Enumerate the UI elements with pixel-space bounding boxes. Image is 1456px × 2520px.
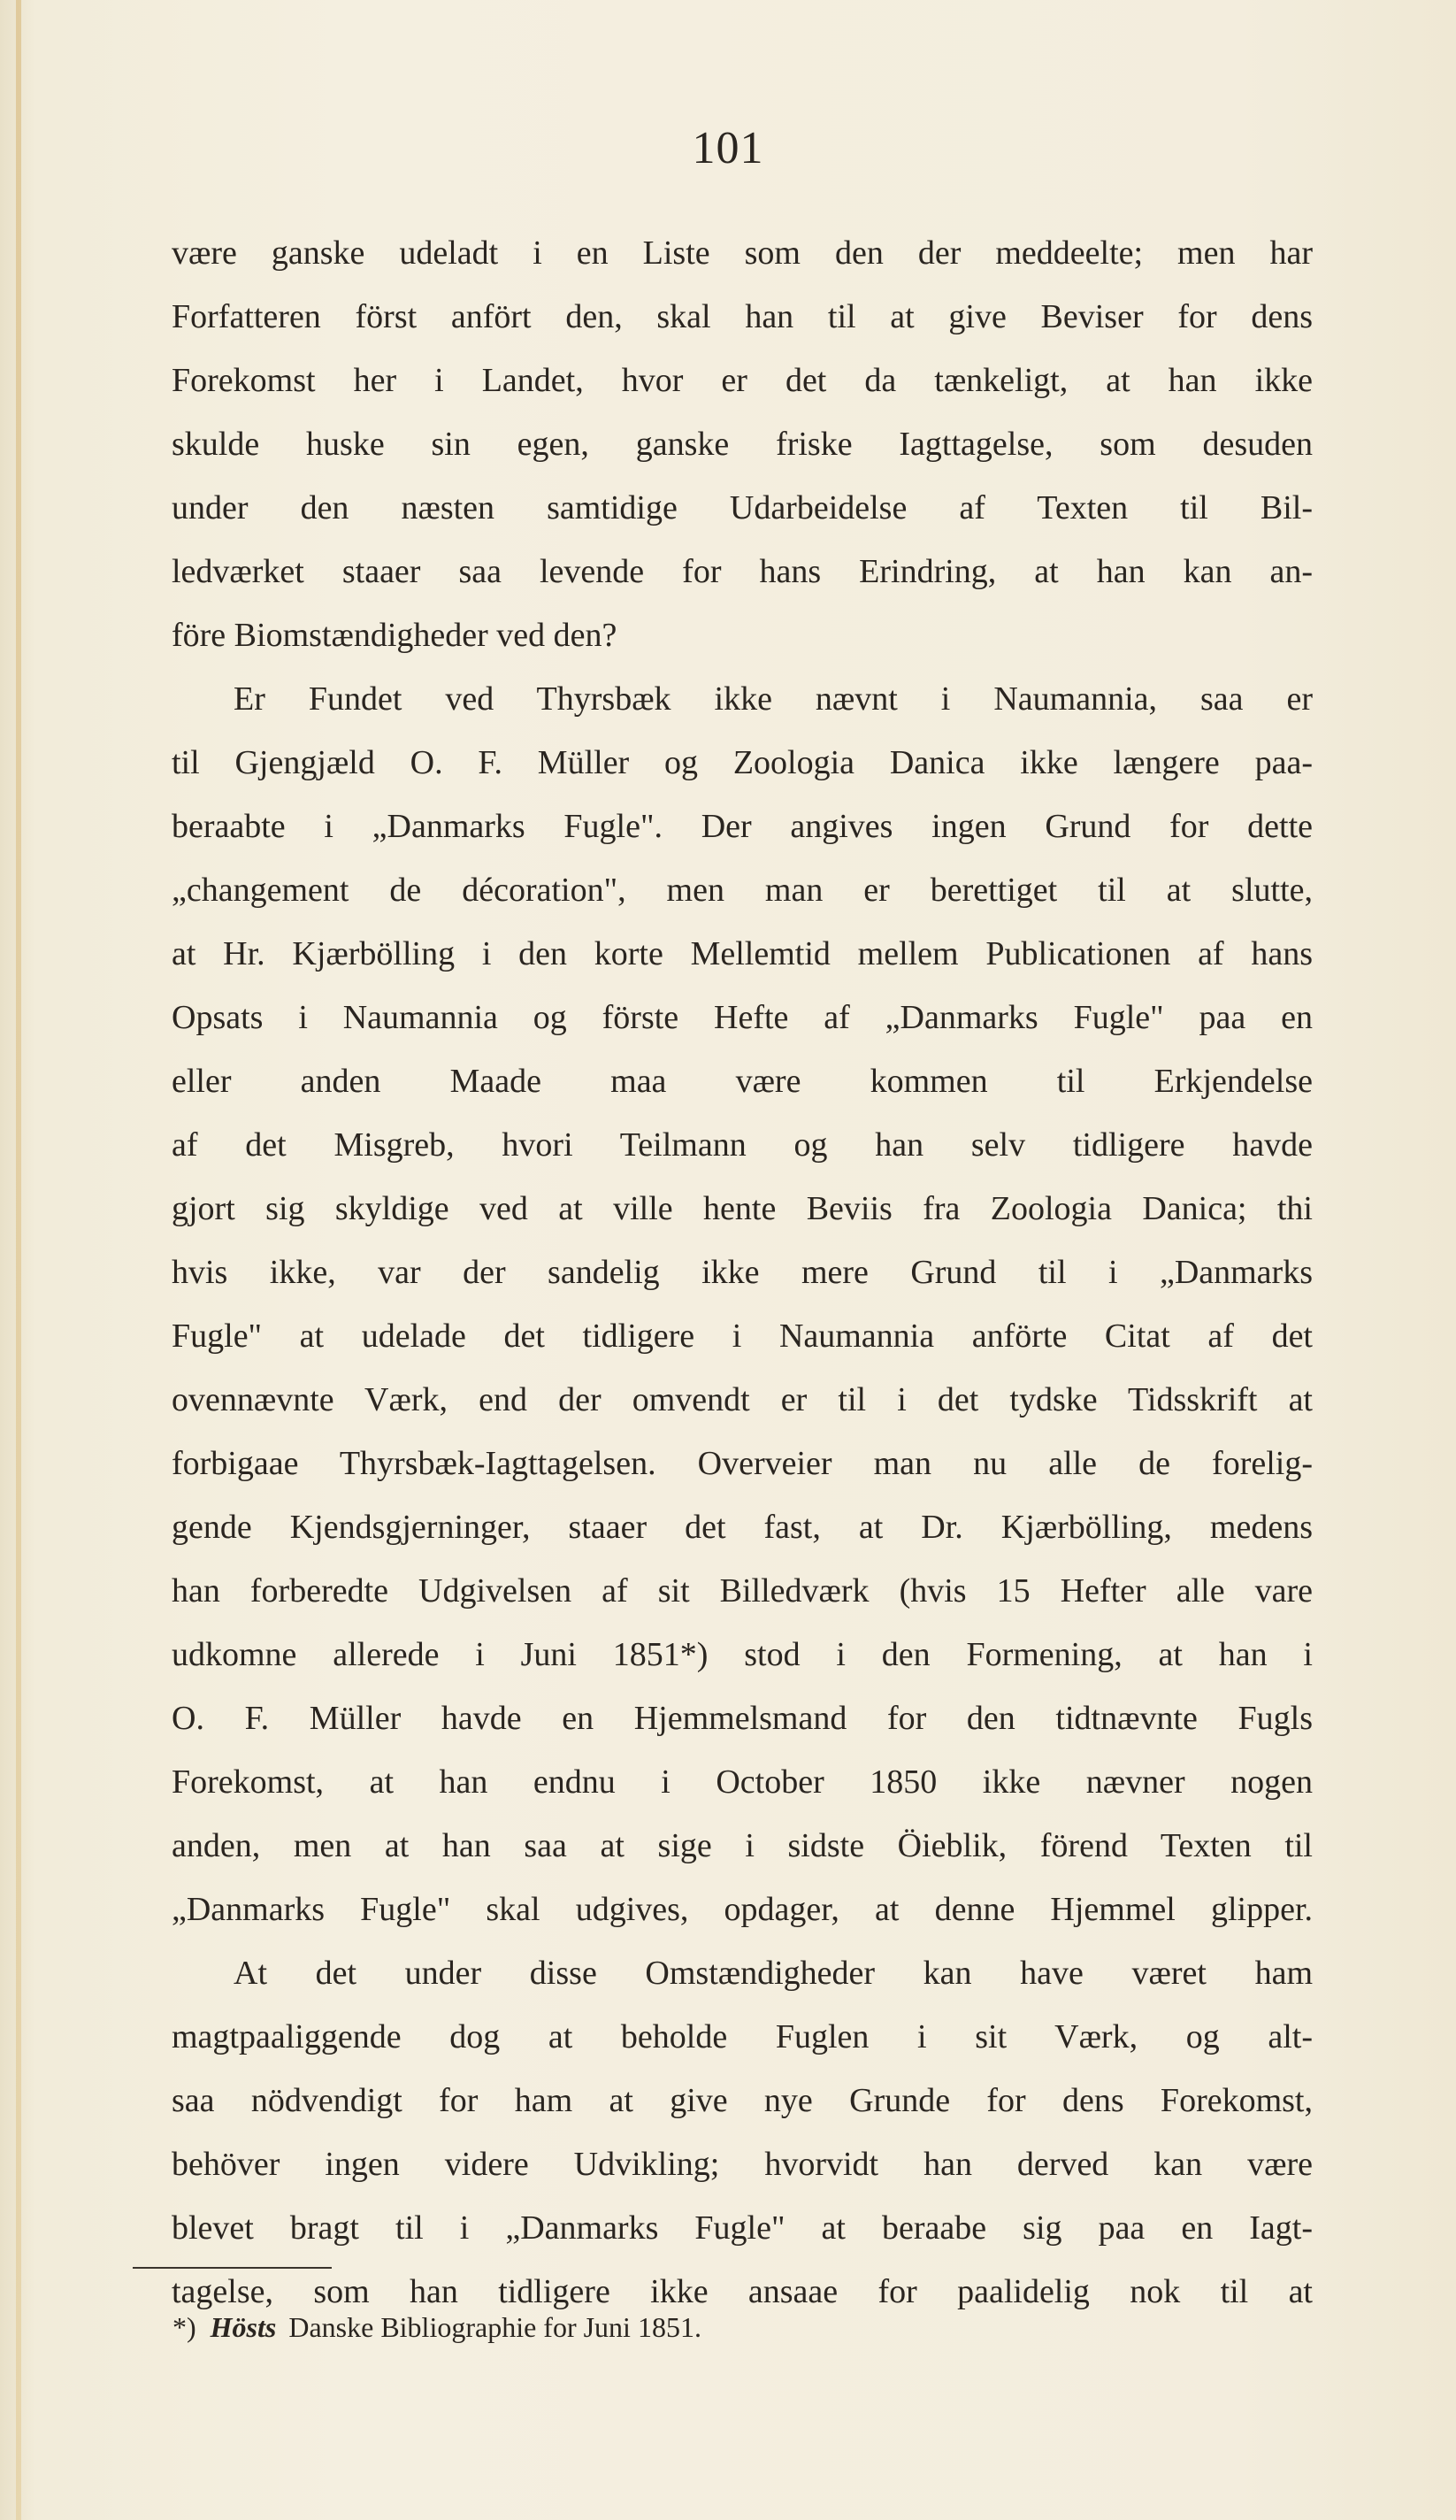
text-line: udkomne allerede i Juni 1851*) stod i den Formening, at han i — [172, 1636, 1313, 1673]
text-line: tagelse, som han tidligere ikke ansaae for paalidelig nok til at — [172, 2273, 1313, 2310]
text-line: „Danmarks Fugle" skal udgives, opdager, at denne Hjemmel glipper. — [172, 1891, 1313, 1928]
text-line: anden, men at han saa at sige i sidste Öieblik, förend Texten til — [172, 1827, 1313, 1864]
text-line: Forekomst, at han endnu i October 1850 ikke nævner nogen — [172, 1763, 1313, 1801]
footnote-text: Danske Bibliographie for Juni 1851. — [288, 2311, 701, 2343]
text-line: eller anden Maade maa være kommen til Erkjendelse — [172, 1063, 1313, 1100]
text-line: Fugle" at udelade det tidligere i Naumannia anförte Citat af det — [172, 1318, 1313, 1355]
text-line: være ganske udeladt i en Liste som den der meddeelte; men har — [172, 234, 1313, 272]
text-line: han forberedte Udgivelsen af sit Billedværk (hvis 15 Hefter alle vare — [172, 1572, 1313, 1610]
text-line: O. F. Müller havde en Hjemmelsmand for den tidtnævnte Fugls — [172, 1700, 1313, 1737]
text-line: före Biomstændigheder ved den? — [172, 617, 617, 654]
footnote-mark: *) — [172, 2311, 196, 2343]
body-text — [172, 221, 1313, 2324]
text-line: ledværket staaer saa levende for hans Erindring, at han kan an- — [172, 553, 1313, 590]
text-line: At det under disse Omstændigheder kan have været ham — [234, 1955, 1313, 1992]
text-line: Opsats i Naumannia og förste Hefte af „Danmarks Fugle" paa en — [172, 999, 1313, 1036]
text-line: skulde huske sin egen, ganske friske Iagttagelse, som desuden — [172, 426, 1313, 463]
text-line: gende Kjendsgjerninger, staaer det fast, at Dr. Kjærbölling, medens — [172, 1509, 1313, 1546]
footnote — [172, 2308, 701, 2347]
page-gutter-stain — [16, 0, 21, 2520]
text-line: under den næsten samtidige Udarbeidelse af Texten til Bil- — [172, 489, 1313, 526]
text-line: magtpaaliggende dog at beholde Fuglen i sit Værk, og alt- — [172, 2018, 1313, 2055]
footnote-author: Hösts — [210, 2311, 277, 2343]
text-line: forbigaae Thyrsbæk-Iagttagelsen. Overveier man nu alle de forelig- — [172, 1445, 1313, 1482]
text-line: Er Fundet ved Thyrsbæk ikke nævnt i Naumannia, saa er — [234, 680, 1313, 718]
text-line: til Gjengjæld O. F. Müller og Zoologia Danica ikke længere paa- — [172, 744, 1313, 781]
text-line: Forfatteren först anfört den, skal han til at give Beviser for dens — [172, 298, 1313, 335]
text-line: gjort sig skyldige ved at ville hente Beviis fra Zoologia Danica; thi — [172, 1190, 1313, 1227]
text-line: saa nödvendigt for ham at give nye Grunde for dens Forekomst, — [172, 2082, 1313, 2119]
text-line: blevet bragt til i „Danmarks Fugle" at beraabe sig paa en Iagt- — [172, 2209, 1313, 2247]
page-number: 101 — [692, 123, 764, 173]
text-line: af det Misgreb, hvori Teilmann og han selv tidligere havde — [172, 1126, 1313, 1164]
text-line: at Hr. Kjærbölling i den korte Mellemtid mellem Publicationen af hans — [172, 935, 1313, 972]
text-line: behöver ingen videre Udvikling; hvorvidt han derved kan være — [172, 2146, 1313, 2183]
text-line: „changement de décoration", men man er berettiget til at slutte, — [172, 872, 1313, 909]
footnote-divider — [133, 2267, 332, 2269]
text-line: Forekomst her i Landet, hvor er det da tænkeligt, at han ikke — [172, 362, 1313, 399]
text-line: ovennævnte Værk, end der omvendt er til i det tydske Tidsskrift at — [172, 1381, 1313, 1418]
text-line: beraabte i „Danmarks Fugle". Der angives ingen Grund for dette — [172, 808, 1313, 845]
text-line: hvis ikke, var der sandelig ikke mere Grund til i „Danmarks — [172, 1254, 1313, 1291]
